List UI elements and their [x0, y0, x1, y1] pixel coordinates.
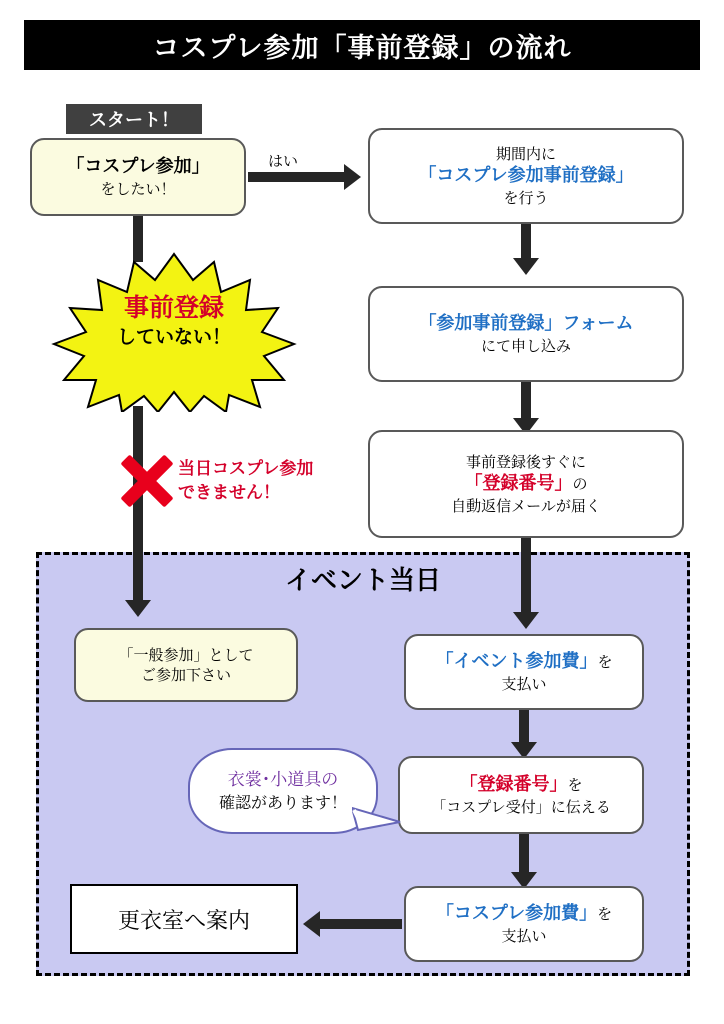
node-mail-line1: 事前登録後すぐに — [465, 452, 586, 471]
node-form-line1: 「参加事前登録」フォーム — [418, 312, 634, 334]
balloon-tail-icon — [352, 806, 396, 832]
node-cosplay-fee-line1 — [436, 902, 612, 926]
node-number-line1 — [459, 773, 582, 797]
node-preregistration — [368, 128, 684, 224]
balloon-costume-check — [188, 748, 378, 834]
starburst-line1: 事前登録 — [123, 293, 224, 322]
node-form-line2: にて申し込み — [480, 337, 571, 356]
node-cosplay-fee-line2: 支払い — [501, 927, 547, 946]
node-want-line1: 「コスプレ参加」 — [66, 155, 210, 177]
x-mark-icon — [118, 452, 176, 510]
starburst-text — [38, 292, 310, 349]
node-event-fee-line1 — [435, 650, 612, 674]
page-title: コスプレ参加「事前登録」の流れ — [24, 20, 700, 70]
node-tell-registration-number — [398, 756, 644, 834]
node-preregistration-line3: を行う — [503, 189, 549, 208]
start-tag: スタート！ — [66, 104, 202, 134]
node-want-line2: をしたい！ — [100, 180, 176, 199]
node-general-participation — [74, 628, 298, 702]
edge-label-yes: はい — [268, 152, 299, 170]
node-event-fee — [404, 634, 644, 710]
node-cosplay-fee-label: 「コスプレ参加費」 — [435, 902, 598, 924]
x-note-line1: 当日コスプレ参加 — [178, 459, 314, 479]
node-application-form — [368, 286, 684, 382]
node-event-fee-suffix: を — [597, 652, 613, 671]
node-auto-reply-mail — [368, 430, 684, 538]
node-changing-room: 更衣室へ案内 — [70, 884, 298, 954]
node-mail-line3: 自動返信メールが届く — [451, 497, 601, 516]
node-preregistration-line1: 期間内に — [495, 144, 556, 163]
balloon-line2: 確認があります！ — [218, 792, 347, 812]
node-number-line2: 「コスプレ受付」に伝える — [431, 798, 611, 817]
node-general-line1: 「一般参加」として — [118, 645, 254, 664]
event-day-title: イベント当日 — [284, 566, 441, 596]
node-cosplay-fee — [404, 886, 644, 962]
node-want-to-cosplay — [30, 138, 246, 216]
balloon-line1: 衣裳･小道具の — [227, 769, 339, 790]
node-event-fee-label: 「イベント参加費」 — [435, 650, 598, 672]
node-event-fee-line2: 支払い — [501, 675, 547, 694]
starburst-line2: していない！ — [116, 325, 231, 348]
node-cosplay-fee-suffix: を — [597, 904, 613, 923]
node-general-line2: ご参加下さい — [140, 666, 231, 684]
node-mail-line2 — [464, 472, 587, 496]
node-preregistration-line2: 「コスプレ参加事前登録」 — [418, 164, 634, 186]
node-mail-number-label: 「登録番号」 — [464, 472, 573, 494]
x-note-line2: できません！ — [178, 482, 280, 503]
x-mark-note — [178, 458, 358, 506]
node-number-suffix: を — [567, 775, 583, 794]
node-number-label: 「登録番号」 — [459, 773, 568, 795]
node-mail-number-suffix: の — [572, 474, 588, 493]
